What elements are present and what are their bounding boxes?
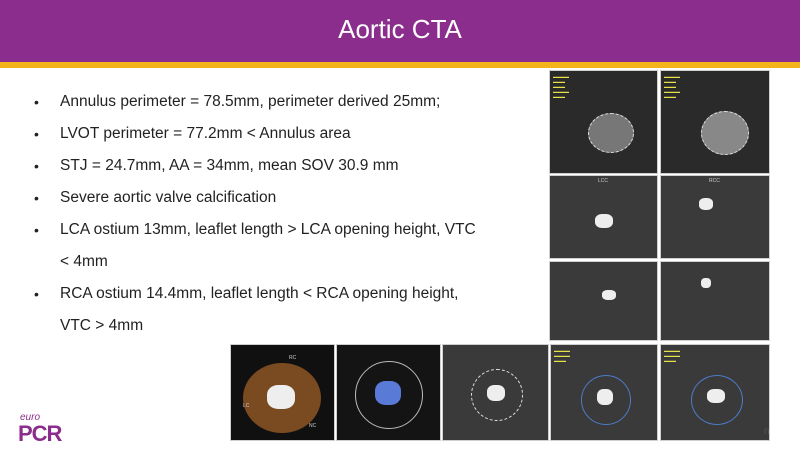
measurement-overlay: ▬▬▬▬ ▬▬▬▬ ▬▬▬ [554, 348, 570, 363]
calcification [699, 198, 713, 210]
bullet-item [34, 182, 524, 214]
cusp-label-rc: RC [289, 355, 297, 361]
ct-image-stj [660, 344, 770, 441]
ct-image-annulus-2 [660, 70, 770, 174]
bullet-dot: • [34, 94, 39, 110]
bullet-dot: • [34, 222, 39, 238]
cusp-label-lc: LC [243, 403, 250, 409]
bullet-continuation: VTC > 4mm [60, 317, 144, 334]
ct-image-rca-height [660, 261, 770, 341]
measurement-overlay: ▬▬▬▬ ▬▬▬▬ ▬▬▬ [664, 348, 680, 363]
bullet-item [34, 150, 524, 182]
measurement-overlay: ▬▬▬▬ ▬▬▬ ▬▬▬ ▬▬▬▬ ▬▬▬ [664, 74, 680, 99]
calcium-volume-render [375, 381, 401, 405]
ct-image-lcc [549, 175, 658, 259]
ct-image-lvot [550, 344, 658, 441]
slide-title: Aortic CTA [338, 14, 462, 44]
bullet-dot: • [34, 126, 39, 142]
annulus-outline [588, 113, 634, 153]
calcification [602, 290, 616, 300]
calcification [595, 214, 613, 228]
logo-euro-text: euro [20, 412, 41, 423]
logo-pcr-text: PCR [18, 421, 62, 446]
annulus-outline [701, 111, 749, 155]
bullet-dot: • [34, 158, 39, 174]
image-label-lcc: LCC [598, 178, 609, 184]
ct-image-lca-height [549, 261, 658, 341]
calcification [707, 389, 725, 403]
bullet-item [34, 118, 524, 150]
bullet-text: LVOT perimeter = 77.2mm < Annulus area [60, 125, 351, 142]
ct-image-sov [442, 344, 549, 441]
bullet-item [34, 214, 524, 246]
bullet-text: STJ = 24.7mm, AA = 34mm, mean SOV 30.9 mm [60, 157, 399, 174]
ct-image-3d-valve [230, 344, 335, 441]
measurement-overlay: ▬▬▬▬ ▬▬▬ ▬▬▬ ▬▬▬▬ ▬▬▬ [553, 74, 569, 99]
bullet-text: RCA ostium 14.4mm, leaflet length < RCA opening height, [60, 285, 459, 302]
bullet-text: Annulus perimeter = 78.5mm, perimeter derived 25mm; [60, 93, 441, 110]
calcification [267, 385, 295, 409]
bullet-item [34, 278, 524, 310]
bullet-continuation: < 4mm [60, 253, 108, 270]
calcification [701, 278, 711, 288]
bullet-dot: • [34, 190, 39, 206]
header-bar [0, 0, 800, 62]
image-label-rcc: RCC [709, 178, 720, 184]
ct-image-rcc [660, 175, 770, 259]
bullet-text: Severe aortic valve calcification [60, 189, 277, 206]
header-stripe [0, 62, 800, 68]
bullet-item [34, 86, 524, 118]
bullet-list [34, 86, 524, 342]
bullet-dot: • [34, 286, 39, 302]
ct-image-calcium-map [336, 344, 441, 441]
cusp-label-nc: NC [309, 423, 317, 429]
bullet-text: LCA ostium 13mm, leaflet length > LCA opening height, VTC [60, 221, 476, 238]
ct-image-annulus-1 [549, 70, 658, 174]
calcification [597, 389, 613, 405]
page-number: n [764, 426, 770, 437]
calcification [487, 385, 505, 401]
